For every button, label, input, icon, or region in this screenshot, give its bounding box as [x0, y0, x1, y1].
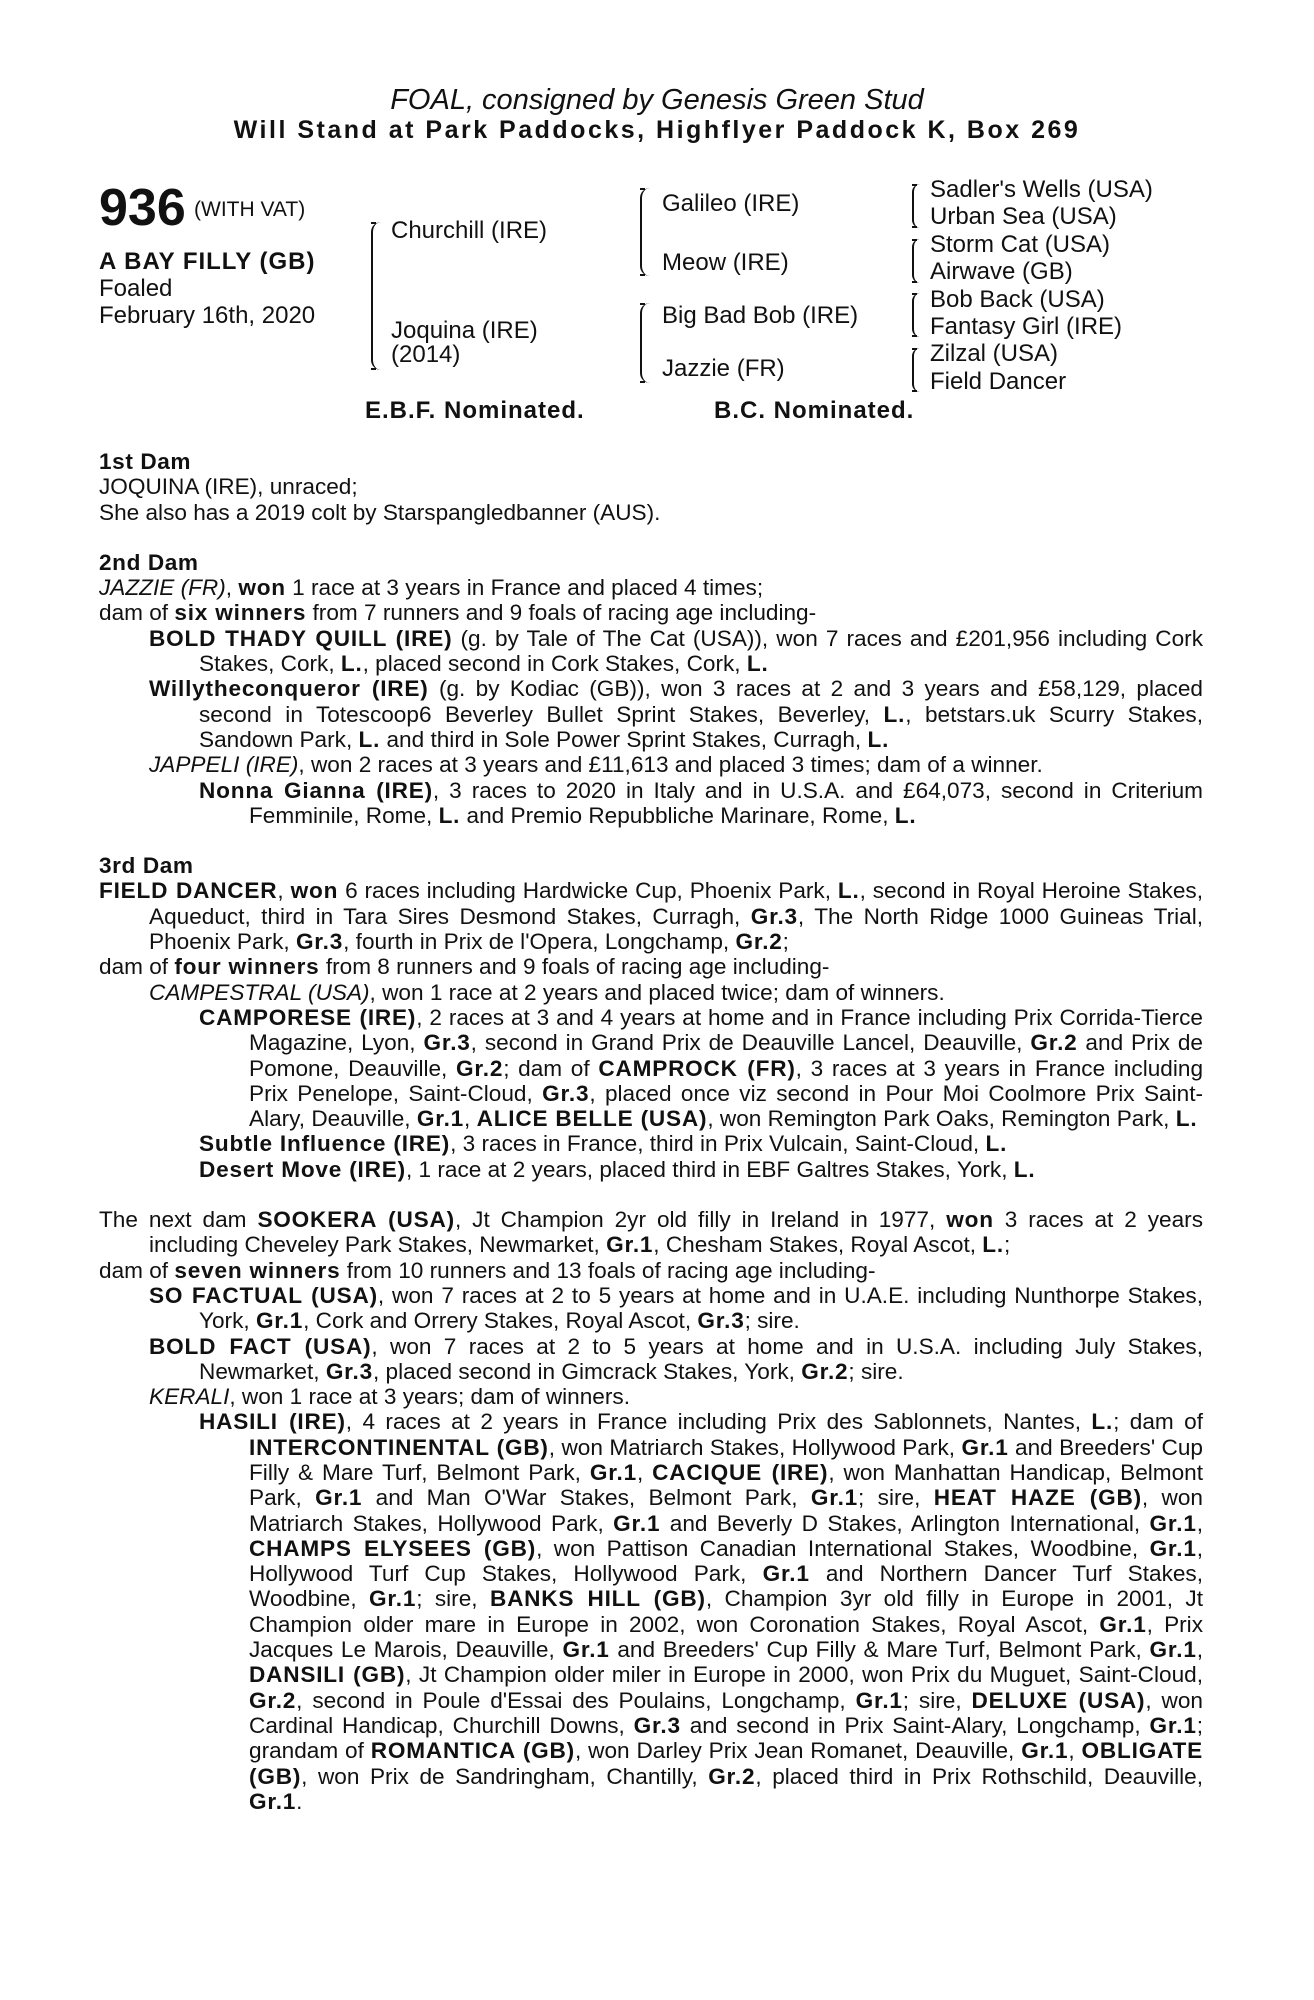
vat-note: (WITH VAT) — [194, 198, 306, 221]
ebf-nominated: E.B.F. Nominated. — [365, 397, 585, 424]
next-dam-produce: dam of seven winners from 10 runners and 13 foals of racing age including- — [99, 1257, 876, 1283]
grandsire-4: Zilzal (USA) — [930, 340, 1059, 367]
produce-entry: HASILI (IRE), 4 races at 2 years in France including Prix des Sablonnets, Nantes, L.; dam of INTERCONTINENTAL (GB), won Matriarch Stakes, Hollywood Park, Gr.1 and Breeders' Cup Filly & Mare Turf, Belmont Park, Gr.1, CACIQUE (IRE), won Manhattan Handicap, Belmont Park, Gr.1 and Man O'War Stakes, Belmont Park, Gr.1; sire, HEAT HAZE (GB), won Matriarch Stakes, Hollywood Park, Gr.1 and Beverly D Stakes, Arlington International, Gr.1, CHAMPS ELYSEES (GB), won Pattison Canadian International Stakes, Woodbine, Gr.1, Hollywood Turf Cup Stakes, Hollywood Park, Gr.1 and Northern Dancer Turf Stakes, Woodbine, Gr.1; sire, BANKS HILL (GB), Champion 3yr old filly in Europe in 2001, Jt Champion older mare in Europe in 2002, won Coronation Stakes, Royal Ascot, Gr.1, Prix Jacques Le Marois, Deauville, Gr.1 and Breeders' Cup Filly & Mare Turf, Belmont Park, Gr.1, DANSILI (GB), Jt Champion older miler in Europe in 2000, won Prix du Muguet, Saint-Cloud, Gr.2, second in Poule d'Essai des Poulains, Longchamp, Gr.1; sire, DELUXE (USA), won Cardinal Handicap, Churchill Downs, Gr.3 and second in Prix Saint-Alary, Longchamp, Gr.1; grandam of ROMANTICA (GB), won Darley Prix Jean Romanet, Deauville, Gr.1, OBLIGATE (GB), won Prix de Sandringham, Chantilly, Gr.2, placed third in Prix Rothschild, Deauville, Gr.1. — [199, 1409, 1204, 1814]
produce-entry: Subtle Influence (IRE), 3 races in France, third in Prix Vulcain, Saint-Cloud, L. — [199, 1131, 1008, 1157]
granddam-1: Urban Sea (USA) — [930, 203, 1117, 230]
produce-entry: CAMPORESE (IRE), 2 races at 3 and 4 years at home and in France including Prix Corrida-Tierce Magazine, Lyon, Gr.3, second in Grand Prix de Deauville Lancel, Deauville, Gr.2 and Prix de Pomone, Deauville, Gr.2; dam of CAMPROCK (FR), 3 races at 3 years in France including Prix Penelope, Saint-Cloud, Gr.3, placed once viz second in Pour Moi Coolmore Prix Saint-Alary, Deauville, Gr.1, ALICE BELLE (USA), won Remington Park Oaks, Remington Park, L. — [199, 1004, 1204, 1132]
produce-entry: JAPPELI (IRE), won 2 races at 3 years and £11,613 and placed 3 times; dam of a winner. — [149, 752, 1043, 778]
dam-dam-name: Jazzie (FR) — [662, 355, 785, 382]
pedigree-brace-g2 — [912, 239, 920, 283]
grandsire-1: Sadler's Wells (USA) — [930, 176, 1153, 203]
produce-entry: KERALI, won 1 race at 3 years; dam of winners. — [149, 1384, 630, 1410]
dam-name: Joquina (IRE) — [391, 317, 538, 344]
second-dam-record: JAZZIE (FR), won 1 race at 3 years in France and placed 4 times; — [99, 575, 764, 601]
produce-entry: Nonna Gianna (IRE), 3 races to 2020 in Italy and in U.S.A. and £64,073, second in Criterium Femminile, Rome, L. and Premio Repubbliche Marinare, Rome, L. — [199, 777, 1203, 828]
third-dam-produce: dam of four winners from 8 runners and 9 foals of racing age including- — [99, 954, 830, 980]
second-dam-heading: 2nd Dam — [99, 549, 199, 575]
consignment-line: FOAL, consigned by Genesis Green Stud — [390, 84, 924, 116]
pedigree-brace-g4 — [912, 348, 920, 392]
dam-year: (2014) — [391, 341, 461, 368]
produce-entry: BOLD FACT (USA), won 7 races at 2 to 5 years at home and in U.S.A. including July Stakes, Newmarket, Gr.3, placed second in Gimcrack Stakes, York, Gr.2; sire. — [149, 1333, 1203, 1384]
pedigree-brace-sire — [640, 188, 650, 276]
third-dam-record: FIELD DANCER, won 6 races including Hardwicke Cup, Phoenix Park, L., second in Royal Heroine Stakes, Aqueduct, third in Tara Sires Desmond Stakes, Curragh, Gr.3, The North Ridge 1000 Guineas Trial, Phoenix Park, Gr.3, fourth in Prix de l'Opera, Longchamp, Gr.2; — [99, 878, 1203, 955]
grandsire-3: Bob Back (USA) — [930, 286, 1105, 313]
pedigree-brace-g1 — [912, 184, 920, 228]
produce-entry: BOLD THADY QUILL (IRE) (g. by Tale of The Cat (USA)), won 7 races and £201,956 including Cork Stakes, Cork, L., placed second in Cork Stakes, Cork, L. — [149, 625, 1203, 677]
grandsire-2: Storm Cat (USA) — [930, 231, 1111, 258]
granddam-3: Fantasy Girl (IRE) — [930, 313, 1123, 340]
horse-description: A BAY FILLY (GB) — [99, 248, 316, 275]
dam-name-italic: JAZZIE (FR) — [99, 575, 226, 601]
lot-number: 936 — [99, 179, 186, 237]
stand-location: Will Stand at Park Paddocks, Highflyer Paddock K, Box 269 — [233, 116, 1081, 144]
dam-sire-name: Big Bad Bob (IRE) — [662, 302, 859, 329]
produce-entry: SO FACTUAL (USA), won 7 races at 2 to 5 years at home and in U.A.E. including Nunthorpe Stakes, York, Gr.1, Cork and Orrery Stakes, Royal Ascot, Gr.3; sire. — [149, 1282, 1204, 1334]
dam-details — [99, 449, 1203, 1814]
first-dam-note: She also has a 2019 colt by Starspangledbanner (AUS). — [99, 499, 661, 525]
sire-sire-name: Galileo (IRE) — [662, 190, 800, 217]
foaled-label: Foaled — [99, 275, 173, 302]
pedigree-brace-main — [371, 222, 381, 370]
foaled-date: February 16th, 2020 — [99, 302, 316, 329]
produce-entry: Willytheconqueror (IRE) (g. by Kodiac (GB)), won 3 races at 2 and 3 years and £58,129, placed second in Totescoop6 Beverley Bullet Sprint Stakes, Beverley, L., betstars.uk Scurry Stakes, Sandown Park, L. and third in Sole Power Sprint Stakes, Curragh, L. — [149, 676, 1203, 752]
first-dam-heading: 1st Dam — [99, 449, 192, 474]
third-dam-heading: 3rd Dam — [99, 853, 194, 879]
second-dam-produce: dam of six winners from 7 runners and 9 foals of racing age including- — [99, 600, 817, 626]
pedigree-brace-dam — [640, 303, 650, 383]
sire-dam-name: Meow (IRE) — [662, 249, 789, 276]
next-dam-record: The next dam SOOKERA (USA), Jt Champion 2yr old filly in Ireland in 1977, won 3 races at 2 years including Cheveley Park Stakes, Newmarket, Gr.1, Chesham Stakes, Royal Ascot, L.; — [99, 1207, 1204, 1258]
granddam-2: Airwave (GB) — [930, 258, 1073, 285]
bc-nominated: B.C. Nominated. — [714, 397, 915, 424]
produce-entry: CAMPESTRAL (USA), won 1 race at 2 years and placed twice; dam of winners. — [149, 979, 945, 1005]
pedigree-brace-g3 — [912, 293, 920, 337]
sire-name: Churchill (IRE) — [391, 217, 548, 244]
produce-entry: Desert Move (IRE), 1 race at 2 years, placed third in EBF Galtres Stakes, York, L. — [199, 1156, 1036, 1182]
granddam-4: Field Dancer — [930, 368, 1067, 395]
first-dam-line: JOQUINA (IRE), unraced; — [99, 474, 358, 500]
